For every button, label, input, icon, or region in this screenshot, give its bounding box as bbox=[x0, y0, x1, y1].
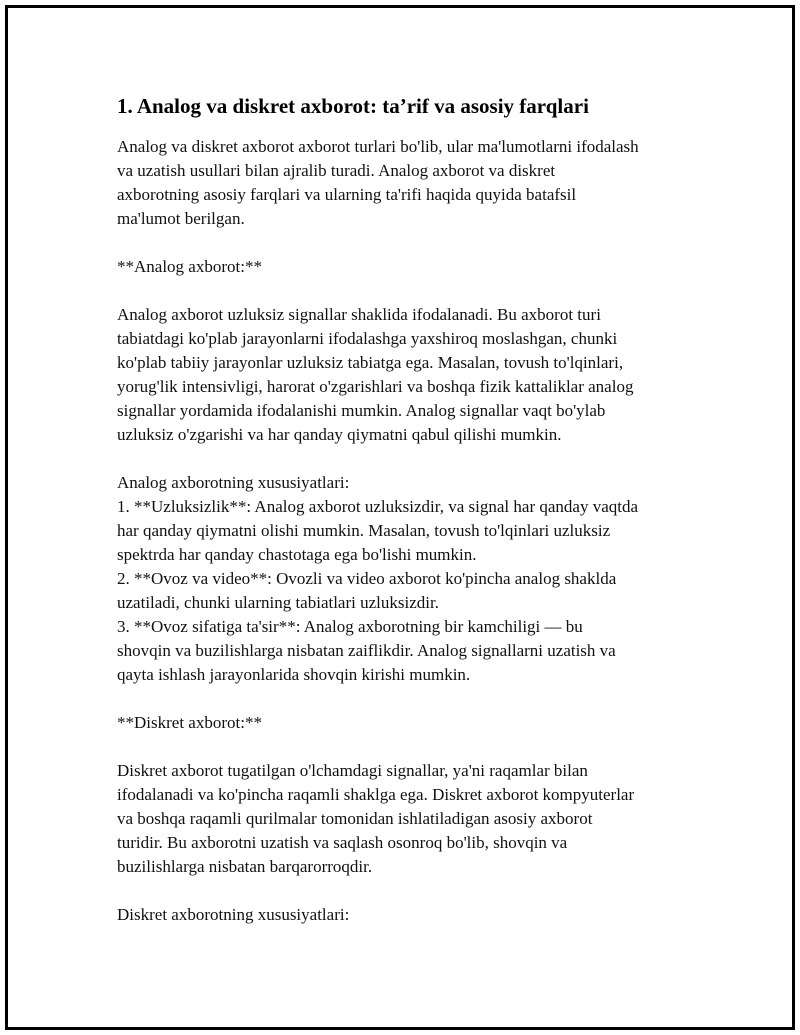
section-body-text: Analog va diskret axborot axborot turlari bo'lib, ular ma'lumotlarni ifodalash va uzatish usullari bilan ajralib turadi. Analog axborot va diskret axborotning asosiy farqlari va ularning ta'rifi haqida quyida batafsil ma'lumot berilgan. **Analog axborot:** Analog axborot uzluksiz signallar shaklida ifodalanadi. Bu axborot turi tabiatdagi ko'plab jarayonlarni ifodalashga yaxshiroq moslashgan, chunki ko'plab tabiiy jarayonlar uzluksiz tabiatga ega. Masalan, tovush to'lqinlari, yorug'lik intensivligi, harorat o'zgarishlari va boshqa fizik kattaliklar analog signallar yordamida ifodalanishi mumkin. Analog signallar vaqt bo'ylab uzluksiz o'zgarishi va har qanday qiymatni qabul qilishi mumkin. Analog axborotning xususiyatlari: 1. **Uzluksizlik**: Analog axborot uzluksizdir, va signal har qanday vaqtda har qanday qiymatni olishi mumkin. Masalan, tovush to'lqinlari uzluksiz spektrda har qanday chastotaga ega bo'lishi mumkin. 2. **Ovoz va video**: Ovozli va video axborot ko'pincha analog shaklda uzatiladi, chunki ularning tabiatlari uzluksizdir. 3. **Ovoz sifatiga ta'sir**: Analog axborotning bir kamchiligi — bu shovqin va buzilishlarga nisbatan zaiflikdir. Analog signallarni uzatish va qayta ishlash jarayonlarida shovqin kirishi mumkin. **Diskret axborot:** Diskret axborot tugatilgan o'lchamdagi signallar, ya'ni raqamlar bilan ifodalanadi va ko'pincha raqamli shaklga ega. Diskret axborot kompyuterlar va boshqa raqamli qurilmalar tomonidan ishlatiladigan asosiy axborot turidir. Bu axborotni uzatish va saqlash osonroq bo'lib, shovqin va buzilishlarga nisbatan barqarorroqdir. Diskret axborotning xususiyatlari: bbox=[117, 137, 639, 924]
section-heading: 1. Analog va diskret axborot: ta’rif va asosiy farqlari bbox=[117, 94, 589, 118]
document-content bbox=[117, 92, 687, 927]
